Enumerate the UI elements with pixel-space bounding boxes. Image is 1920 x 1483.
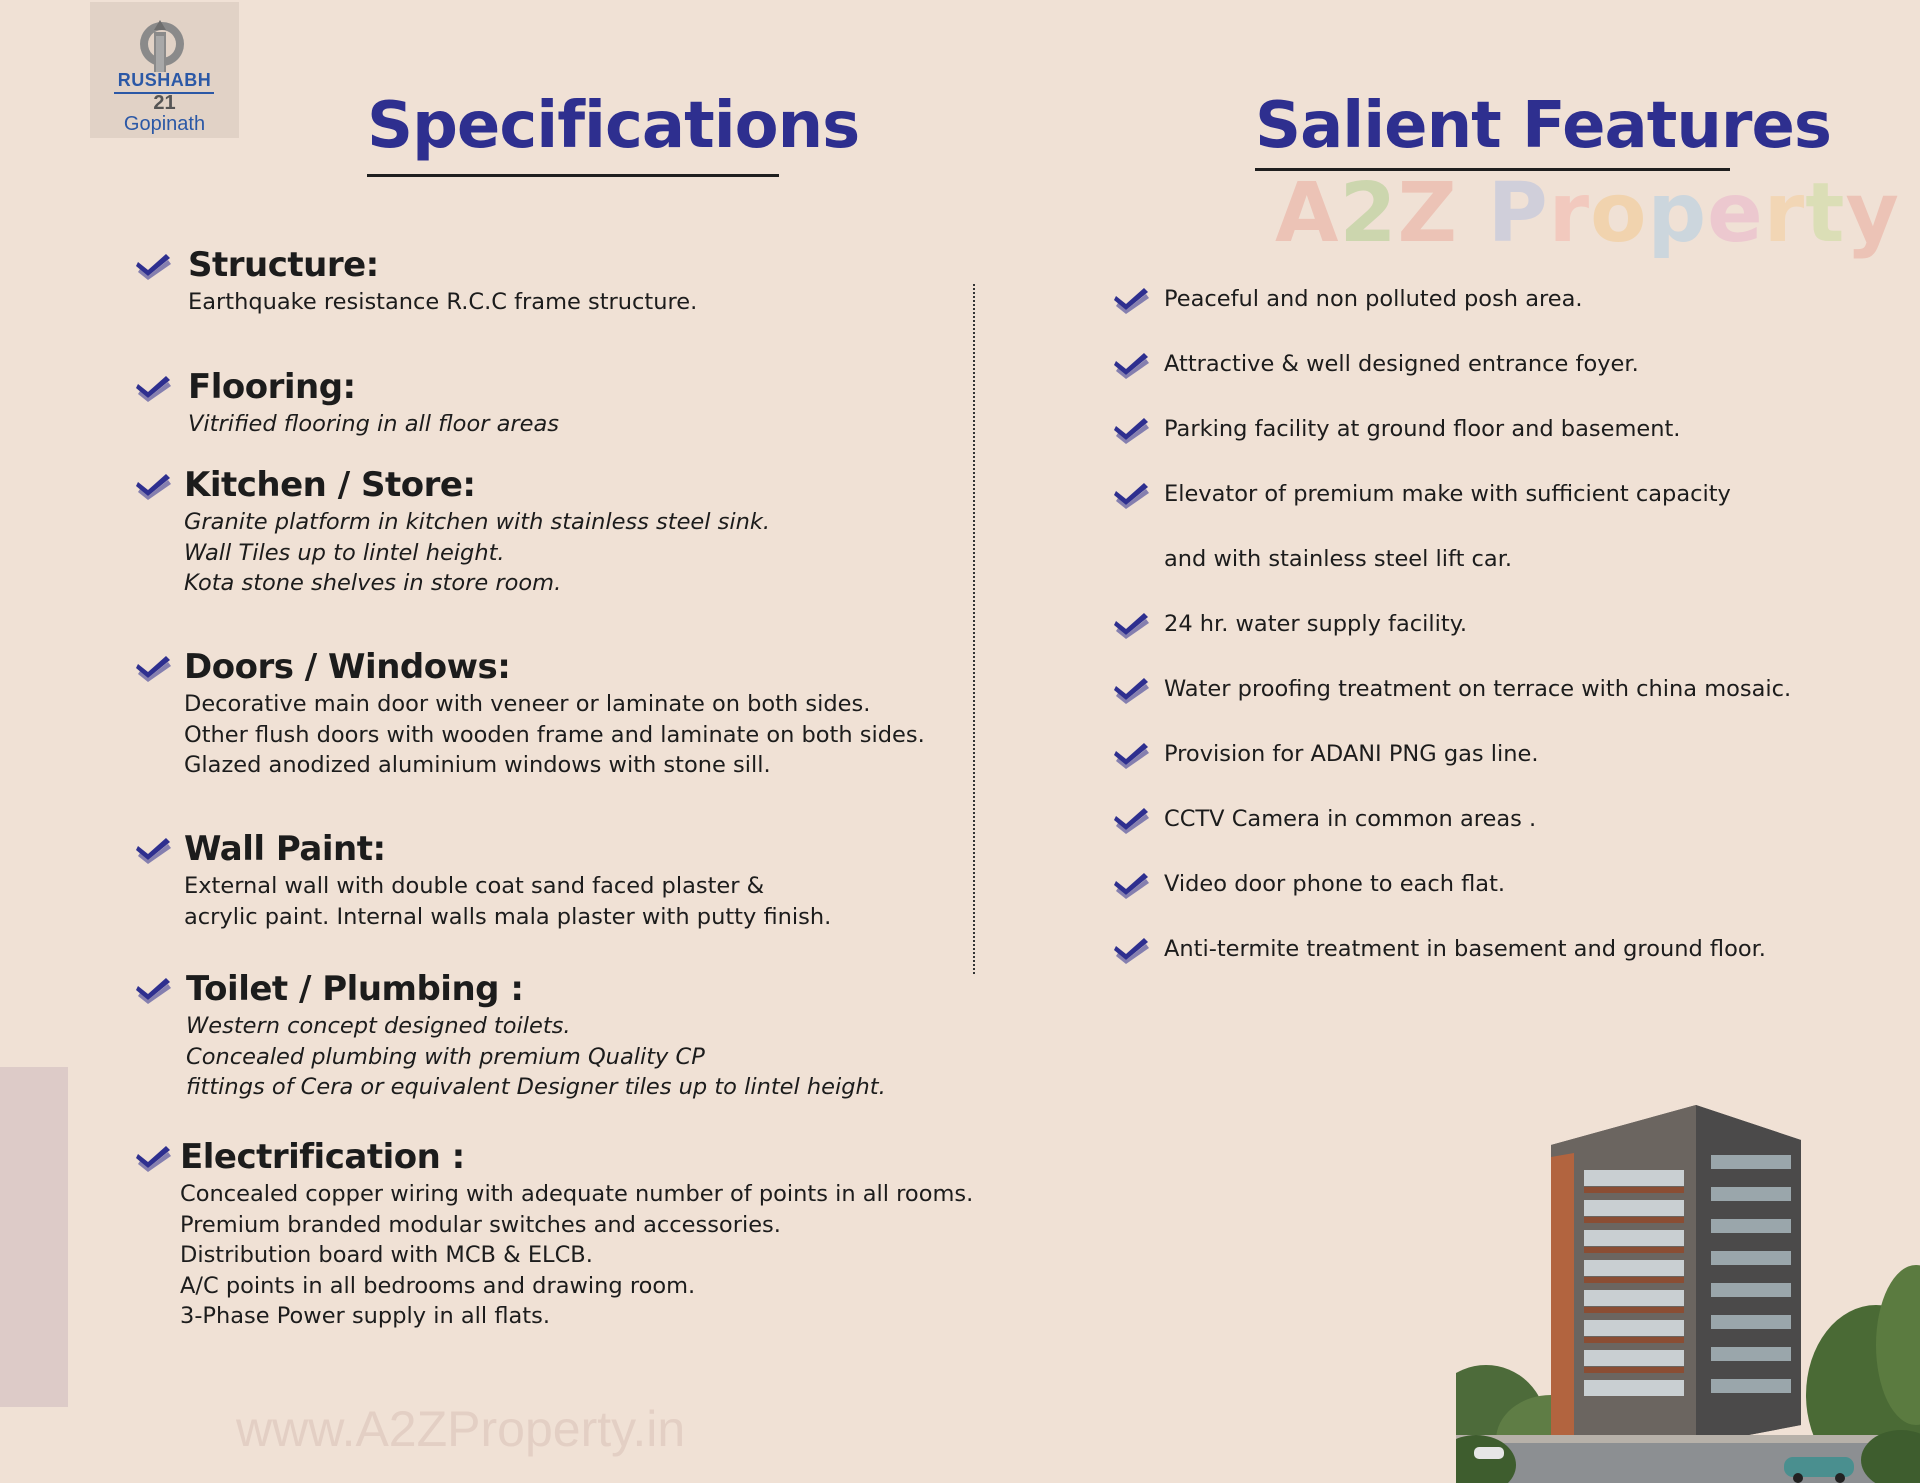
double-check-icon: [136, 472, 172, 500]
watermark-letter: r: [1763, 166, 1806, 261]
feature-item: Parking facility at ground floor and basement.: [1164, 416, 1681, 442]
double-check-icon: [1114, 286, 1150, 314]
watermark-letter: P: [1487, 166, 1549, 261]
watermark-letter: t: [1805, 166, 1846, 261]
rushabh-logo: [90, 2, 239, 138]
watermark-letter: o: [1590, 166, 1648, 261]
watermark-url: www.A2ZProperty.in: [236, 1401, 686, 1457]
spec-line: Concealed plumbing with premium Quality CP: [186, 1043, 705, 1070]
watermark-letter: 2: [1339, 166, 1398, 261]
logo-place: Gopinath: [123, 113, 206, 135]
spec-line: Earthquake resistance R.C.C frame structure.: [188, 289, 698, 315]
spec-line: Western concept designed toilets.: [186, 1013, 571, 1039]
spec-line: Distribution board with MCB & ELCB.: [180, 1242, 593, 1268]
building-illustration: [1456, 1095, 1920, 1483]
logo-brand: RUSHABH: [117, 70, 212, 90]
spec-title: Electrification :: [180, 1137, 465, 1177]
spec-description: [188, 409, 559, 440]
spec-line: Glazed anodized aluminium windows with stone sill.: [184, 752, 771, 778]
spec-line: External wall with double coat sand faced plaster &: [184, 873, 765, 899]
spec-line: Other flush doors with wooden frame and laminate on both sides.: [184, 721, 925, 748]
spec-line: Vitrified flooring in all floor areas: [188, 411, 560, 437]
feature-item: CCTV Camera in common areas .: [1164, 806, 1537, 832]
spec-title: Doors / Windows:: [184, 647, 511, 687]
spec-description: [186, 1011, 886, 1103]
watermark-letter: p: [1647, 166, 1708, 261]
double-check-icon: [136, 976, 172, 1004]
spec-line: Decorative main door with veneer or laminate on both sides.: [184, 691, 871, 717]
spec-title: Kitchen / Store:: [184, 465, 476, 505]
double-check-icon: [1114, 481, 1150, 509]
watermark-logo: [1275, 166, 1900, 261]
feature-item: Water proofing treatment on terrace with china mosaic.: [1164, 676, 1792, 702]
feature-item: 24 hr. water supply facility.: [1164, 611, 1467, 637]
salient-features-heading: Salient Features: [1255, 89, 1831, 163]
double-check-icon: [136, 374, 172, 402]
watermark-letter: r: [1548, 166, 1591, 261]
watermark-letter: Z: [1397, 166, 1458, 261]
spec-line: A/C points in all bedrooms and drawing room.: [180, 1272, 696, 1299]
watermark-letter: e: [1707, 166, 1764, 261]
spec-description: [184, 507, 770, 599]
spec-line: acrylic paint. Internal walls mala plaster with putty finish.: [184, 903, 832, 930]
watermark-letter: A: [1275, 166, 1340, 261]
column-divider: [973, 284, 975, 974]
double-check-icon: [1114, 351, 1150, 379]
double-check-icon: [1114, 936, 1150, 964]
feature-item: and with stainless steel lift car.: [1164, 546, 1513, 572]
double-check-icon: [136, 836, 172, 864]
spec-line: Kota stone shelves in store room.: [184, 570, 562, 596]
watermark-letter: y: [1845, 166, 1900, 261]
tower-logo-icon: [138, 18, 190, 72]
spec-title: Structure:: [188, 245, 379, 285]
logo-number: 21: [153, 92, 176, 114]
feature-item: Provision for ADANI PNG gas line.: [1164, 741, 1539, 767]
double-check-icon: [1114, 611, 1150, 639]
specifications-heading: Specifications: [367, 89, 860, 163]
feature-item: Elevator of premium make with sufficient capacity: [1164, 481, 1731, 507]
spec-description: [184, 871, 831, 932]
spec-description: [188, 287, 697, 318]
double-check-icon: [1114, 676, 1150, 704]
double-check-icon: [136, 252, 172, 280]
spec-line: Wall Tiles up to lintel height.: [184, 539, 505, 566]
spec-title: Wall Paint:: [184, 829, 386, 869]
double-check-icon: [136, 654, 172, 682]
feature-item: Peaceful and non polluted posh area.: [1164, 286, 1583, 312]
spec-description: [184, 689, 925, 781]
spec-line: Granite platform in kitchen with stainless steel sink.: [184, 509, 771, 535]
spec-line: Concealed copper wiring with adequate number of points in all rooms.: [180, 1181, 974, 1207]
double-check-icon: [1114, 741, 1150, 769]
spec-title: Flooring:: [188, 367, 356, 407]
side-strip: [0, 1067, 68, 1407]
feature-item: Video door phone to each flat.: [1164, 871, 1506, 897]
double-check-icon: [1114, 416, 1150, 444]
feature-item: Anti-termite treatment in basement and ground floor.: [1164, 936, 1766, 962]
double-check-icon: [1114, 806, 1150, 834]
spec-line: Premium branded modular switches and accessories.: [180, 1211, 781, 1238]
spec-description: [180, 1179, 973, 1332]
watermark-letter: [1458, 166, 1488, 261]
specifications-underline: [367, 174, 779, 177]
spec-line: 3-Phase Power supply in all flats.: [180, 1303, 550, 1329]
spec-title: Toilet / Plumbing :: [186, 969, 524, 1009]
feature-item: Attractive & well designed entrance foyer.: [1164, 351, 1639, 377]
spec-line: fittings of Cera or equivalent Designer tiles up to lintel height.: [186, 1074, 886, 1100]
double-check-icon: [1114, 871, 1150, 899]
double-check-icon: [136, 1144, 172, 1172]
